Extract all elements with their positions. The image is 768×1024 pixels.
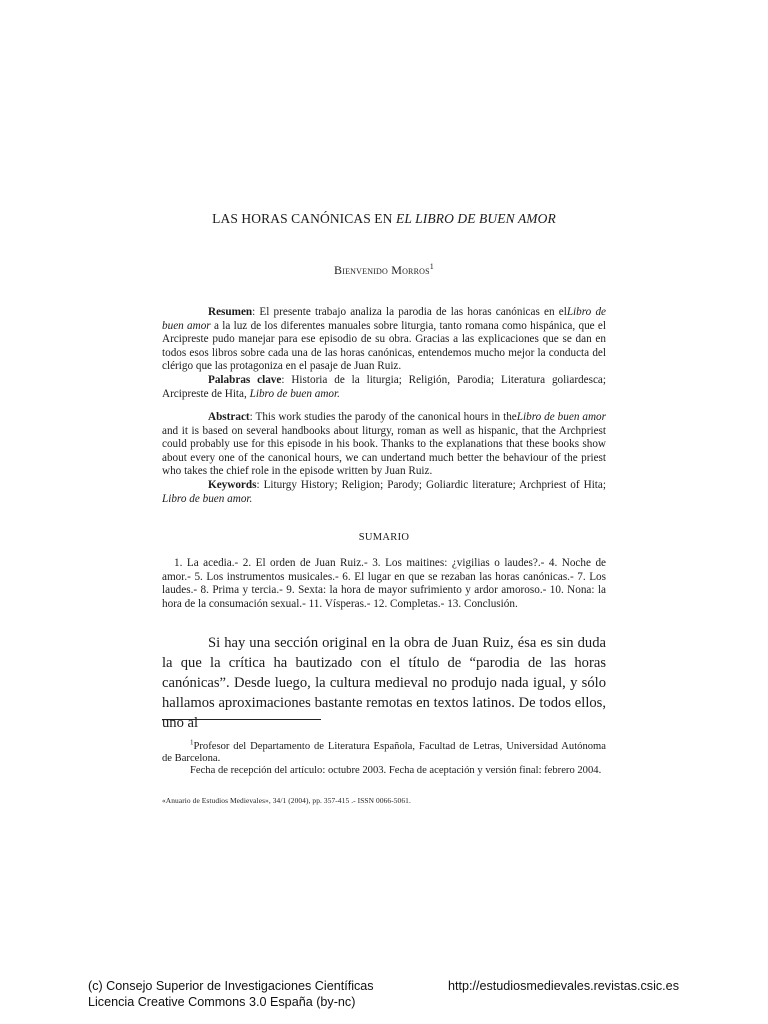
license-notice [88, 978, 374, 1010]
resumen-paragraph [162, 306, 606, 374]
palabras-clave-paragraph [162, 374, 606, 401]
license-line-2: Licencia Creative Commons 3.0 España (by-nc) [88, 995, 356, 1009]
footnote-1-mark: 1 [190, 738, 194, 747]
keywords-label: Keywords [208, 478, 257, 491]
abstract-block [162, 411, 606, 506]
footnote-rule [162, 719, 321, 720]
abstract-text-a: : This work studies the parody of the canonical hours in the [249, 411, 517, 423]
article-title-italic: EL LIBRO DE BUEN AMOR [395, 211, 556, 226]
body-paragraph: Si hay una sección original en la obra de Juan Ruiz, ésa es sin duda la que la crítica ha bautizado con el título de “parodia de las horas canónicas”. Desde luego, la cultura medieval no produjo nada igual, y sólo hallamos aproximaciones bastante remotas en textos latinos. De todos ellos, uno al [162, 635, 606, 731]
footnote-1 [162, 738, 606, 765]
body-text [162, 633, 606, 733]
footnotes [162, 738, 606, 778]
palabras-clave-label: Palabras clave [208, 373, 282, 386]
resumen-label: Resumen [208, 306, 253, 318]
article-title-prefix: LAS HORAS CANÓNICAS EN [212, 211, 396, 226]
author-name-text: Bienvenido Morros [334, 263, 430, 277]
journal-url[interactable]: http://estudiosmedievales.revistas.csic.es [448, 979, 679, 993]
palabras-clave-text: : Historia de la liturgia; Religión, Parodia; Literatura goliardesca; Arcipreste de Hita, [162, 373, 606, 400]
palabras-clave-italic: Libro de buen amor. [249, 387, 340, 400]
keywords-paragraph [162, 479, 606, 506]
footnote-2: Fecha de recepción del artículo: octubre 2003. Fecha de aceptación y versión final: febrero 2004. [190, 765, 602, 777]
keywords-italic: Libro de buen amor. [162, 492, 253, 505]
footnote-1-text: Profesor del Departamento de Literatura Española, Facultad de Letras, Universidad Autónoma de Barcelona. [162, 741, 606, 765]
abstract-paragraph [162, 411, 606, 479]
author-footnote-mark: 1 [429, 262, 434, 271]
resumen-text-a: : El presente trabajo analiza la parodia de las horas canónicas en el [252, 306, 567, 318]
resumen-block [162, 306, 606, 401]
resumen-text-b: a la luz de los diferentes manuales sobre liturgia, tanto romana como hispánica, que el Arcipreste pudo manejar para ese episodio de su obra. Gracias a las explicaciones que se dan en todos esos libros sobre cada una de las horas canónicas, entendemos mucho mejor la conducta del clérigo que las protagoniza en el pasaje de Juan Ruiz. [162, 319, 606, 373]
sumario-heading: SUMARIO [358, 532, 410, 543]
author-name [0, 263, 768, 278]
article-title [0, 211, 768, 227]
abstract-label: Abstract [208, 411, 250, 423]
abstract-italic: Libro de buen amor [516, 411, 606, 423]
keywords-text: : Liturgy History; Religion; Parody; Goliardic literature; Archpriest of Hita; [256, 478, 606, 491]
abstract-text-b: and it is based on several handbooks about liturgy, roman as well as hispanic, that the Archpriest could probably use for this episode in his book. Thanks to the explanations that these books show about every one of the canonical hours, we can undertand much better the behaviour of the priest who takes the chief role in the episode written by Juan Ruiz. [162, 424, 606, 478]
citation-line: «Anuario de Estudios Medievales», 34/1 (2004), pp. 357-415 .- ISSN 0066-5061. [162, 796, 411, 805]
resumen-italic: Libro de buen amor [162, 306, 606, 332]
license-line-1: (c) Consejo Superior de Investigaciones Científicas [88, 979, 374, 993]
sumario-block [162, 557, 606, 611]
sumario-text: 1. La acedia.- 2. El orden de Juan Ruiz.- 3. Los maitines: ¿vigilias o laudes?.- 4. Noche de amor.- 5. Los instrumentos musicales.- 6. El lugar en que se rezaban las horas canónicas.- 7. Los laudes.- 8. Prima y tercia.- 9. Sexta: la hora de mayor sufrimiento y ardor amoroso.- 10. Nona: la hora de la consumación sexual.- 11. Vísperas.- 12. Completas.- 13. Conclusión. [162, 557, 606, 610]
